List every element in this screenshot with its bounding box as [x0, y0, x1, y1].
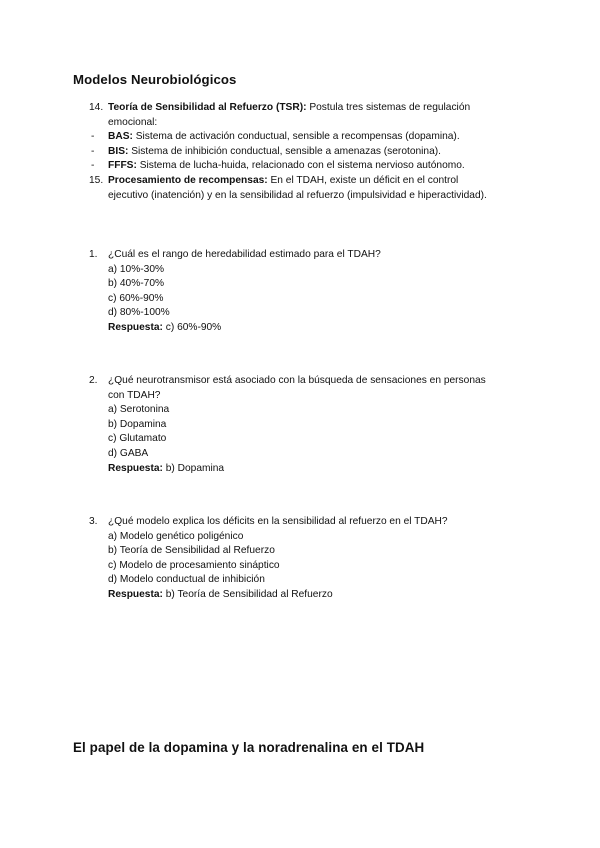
bullet-term: BAS: — [108, 131, 133, 143]
list-item-14-continued — [0, 116, 600, 131]
bullet-marker: - — [91, 145, 95, 157]
option-b: b) 40%-70% — [108, 278, 165, 290]
answer-label: Respuesta: — [108, 588, 163, 600]
list-text: En el TDAH, existe un déficit en el control — [267, 174, 459, 186]
bullet-text: Sistema de lucha-huida, relacionado con el sistema nervioso autónomo. — [136, 160, 465, 172]
question-text: ¿Cuál es el rango de heredabilidad estimado para el TDAH? — [108, 249, 381, 260]
list-item-14 — [0, 101, 600, 116]
option-d: d) GABA — [108, 447, 149, 459]
list-term: Teoría de Sensibilidad al Refuerzo (TSR): — [108, 102, 307, 113]
question-number: 2. — [89, 375, 98, 386]
option-b: b) Teoría de Sensibilidad al Refuerzo — [108, 545, 275, 557]
question-2 — [0, 374, 600, 476]
answer-text: b) Teoría de Sensibilidad al Refuerzo — [162, 588, 333, 600]
bullet-marker: - — [91, 131, 95, 143]
question-1 — [0, 248, 600, 336]
bullet-term: FFFS: — [108, 160, 137, 172]
bullet-text: Sistema de inhibición conductual, sensible a amenazas (serotonina). — [128, 145, 441, 157]
list-number: 14. — [89, 102, 104, 113]
list-term: Procesamiento de recompensas: — [108, 174, 268, 186]
option-d: d) 80%-100% — [108, 307, 170, 319]
option-a: a) Serotonina — [108, 404, 170, 416]
answer-row — [0, 588, 600, 603]
option-b: b) Dopamina — [108, 418, 167, 430]
option-c: c) Glutamato — [108, 433, 167, 445]
answer-row — [0, 462, 600, 477]
option-c: c) Modelo de procesamiento sináptico — [108, 559, 280, 571]
answer-label: Respuesta: — [108, 462, 163, 474]
bullet-fffs — [0, 159, 600, 174]
question-number: 1. — [89, 249, 98, 260]
answer-text: c) 60%-90% — [162, 321, 222, 333]
option-d: d) Modelo conductual de inhibición — [108, 574, 265, 586]
answer-text: b) Dopamina — [162, 462, 225, 474]
list-text: Postula tres sistemas de regulación — [306, 102, 471, 113]
bullet-bis — [0, 145, 600, 160]
bullet-marker: - — [91, 160, 95, 172]
list-number: 15. — [89, 174, 104, 186]
question-number: 3. — [89, 516, 98, 527]
question-3 — [0, 515, 600, 603]
bullet-term: BIS: — [108, 145, 129, 157]
neuro-models-list — [0, 101, 600, 203]
bullet-text: Sistema de activación conductual, sensible a recompensas (dopamina). — [132, 131, 460, 143]
question-text: ¿Qué modelo explica los déficits en la sensibilidad al refuerzo en el TDAH? — [108, 516, 448, 527]
section-heading-dopamine-noradrenaline: El papel de la dopamina y la noradrenalina en el TDAH — [73, 740, 425, 755]
section-heading-neurobiological-models: Modelos Neurobiológicos — [73, 72, 237, 87]
answer-label: Respuesta: — [108, 321, 163, 333]
answer-row — [0, 321, 600, 336]
list-text: ejecutivo (inatención) y en la sensibilidad al refuerzo (impulsividad e hiperactividad). — [108, 189, 487, 201]
list-text: emocional: — [108, 116, 158, 128]
option-a: a) 10%-30% — [108, 263, 165, 275]
option-c: c) 60%-90% — [108, 292, 164, 304]
bullet-bas — [0, 130, 600, 145]
question-text: ¿Qué neurotransmisor está asociado con la búsqueda de sensaciones en personas — [108, 375, 486, 386]
question-text-continued: con TDAH? — [108, 389, 161, 401]
option-a: a) Modelo genético poligénico — [108, 530, 244, 542]
list-item-15-continued — [0, 189, 600, 204]
list-item-15 — [0, 174, 600, 189]
